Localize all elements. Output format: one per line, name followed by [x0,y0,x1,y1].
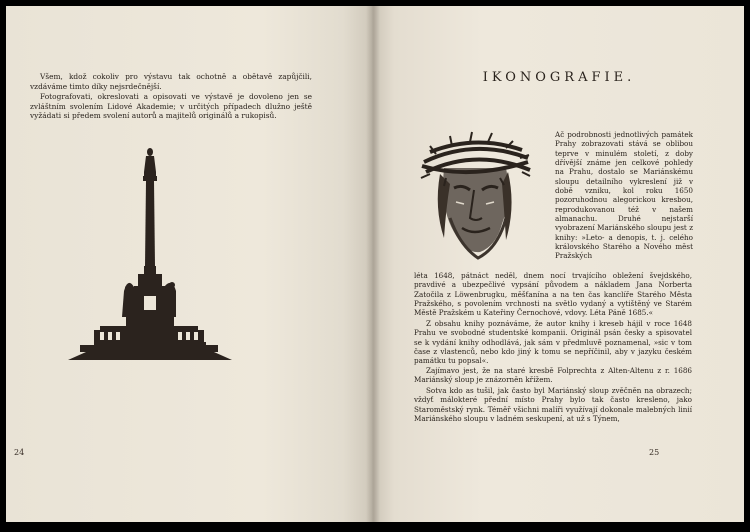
right-page-number: 25 [649,448,660,457]
paragraph-1-continued: léta 1648, pátnáct neděl, dnem nocí trvajícího obležení švejdského, pravdivé a ubezpečlivé vypsání původem a nákladem Jana Norberta Zatočila z Löwenbrugku, měšťanína a na ten čas kanclíře Starého Města Pražského, s povolením vrchnosti na světlo vydaný a vytištěný ve Starém Městě Pražském u Kateřiny Černochové, vdovy. Léta Páně 1685.« [414,271,692,318]
book-gutter [366,6,380,522]
left-page [6,6,372,522]
paragraph-2: Z obsahu knihy poznáváme, že autor knihy i kreseb hájil v roce 1648 Prahu ve svobodné studentské kompanii. Originál psán česky a spisovatel se k vydání knihy odhodlává, jak sám v předmluvě poznamenal, »sic v tom čase z vlastenců, nebo kdo jiný k tomu se nepříčinil, aby v jazyku českém památku tu popsal«. [414,319,692,366]
book-spread [6,6,744,522]
left-page-number: 24 [14,448,25,457]
crown-of-thorns-head-illustration [410,128,540,268]
left-paragraph-1: Všem, kdož cokoliv pro výstavu tak ochotně a obětavě zapůjčili, vzdáváme timto díky nejsrdečnější. [30,72,312,91]
paragraph-4: Sotva kdo as tušil, jak často byl Mariánský sloup zvěčněn na obrazech; vždyť málokteré přední místo Prahy bylo tak často kresleno, jako Staroměstský rynk. Téměř všichni malíři využívají dokonale malebných linií Mariánského sloupu v ladném seskupení, at už s Týnem, [414,386,692,424]
page-title: IKONOGRAFIE. [482,70,636,85]
marian-column-illustration [64,146,234,378]
column-text: Ač podrobnosti jednotlivých památek Prahy zobrazovati stává se oblibou teprve v minulém století, z doby dřívější známe jen celkové pohledy na Prahu, dostalo se Mariánskému sloupu detailního vykreslení již v době vzniku, kol roku 1650 pozoruhodnou alegorickou kresbou, reprodukovanou též v našem almanachu. Druhé nejstarší vyobrazení Mariánského sloupu jest z knihy: »Leto- a denopis, t. j. celého královského Starého a Nového měst Pražských [555,130,693,261]
paragraph-3: Zajímavo jest, že na staré kresbě Folprechta z Alten-Altenu z r. 1686 Mariánský sloup je znázorněn křížem. [414,366,692,385]
left-paragraph-2: Fotografovati, okreslovati a opisovati ve výstavě je dovoleno jen se zvláštním svolením Lidové Akademie; v určitých případech dlužno ještě vyžádati si předem svolení autorů a majitelů originálů a rukopisů. [30,92,312,121]
right-page [372,6,744,522]
